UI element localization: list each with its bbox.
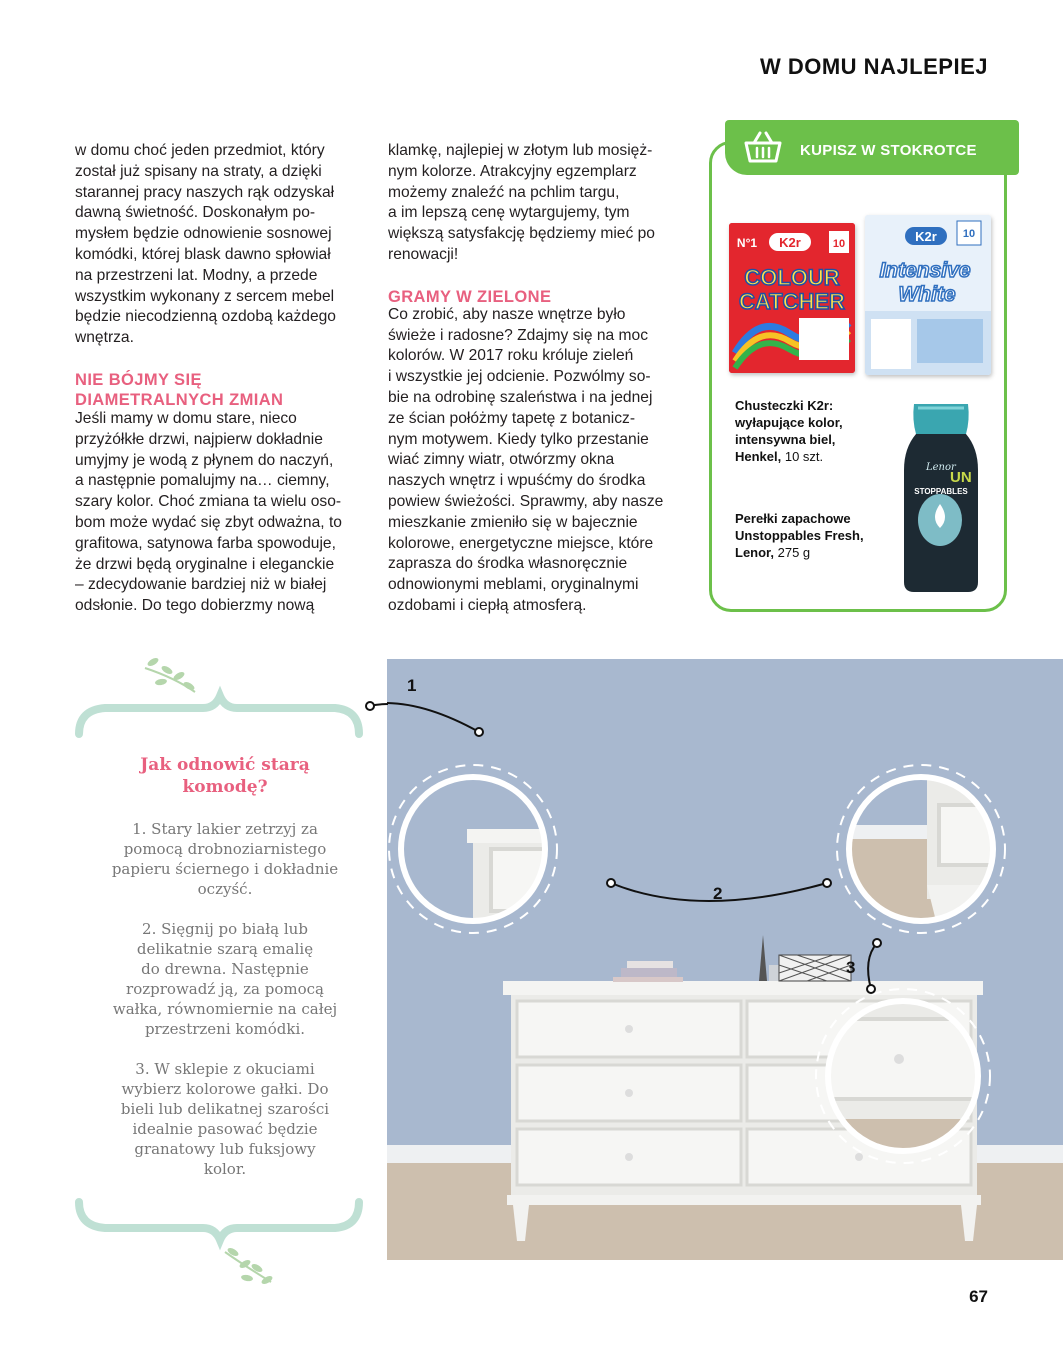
text-line: będzie niecodzienną ozdobą każdego [75, 308, 336, 326]
step-line: 1. Stary lakier zetrzyj za [132, 820, 318, 838]
text-line: komódki, której blask dawno spłowiał [75, 245, 331, 263]
step-line: kolor. [203, 1160, 247, 1178]
pack-brand: K2r [915, 229, 937, 244]
subheading-line: NIE BÓJMY SIĘ [75, 370, 202, 389]
product-caption-lenor [735, 510, 864, 561]
text-line: starannej pracy naszych rąk odzyskał [75, 183, 335, 201]
side-panel-title [78, 754, 372, 798]
pack-brand: K2r [779, 235, 801, 250]
column1-intro [75, 141, 365, 349]
column2-body [388, 305, 688, 617]
text-line: renowacji! [388, 245, 459, 263]
text-line: większą satysfakcję będziemy mieć po [388, 225, 655, 243]
step-line: rozprowadź ją, za pomocą [126, 980, 324, 998]
text-line: zaprasza do środka własnoręcznie [388, 555, 628, 573]
text-line: kolorów. W 2017 roku króluje zieleń [388, 347, 634, 365]
text-line: wiać zimny wiatr, otwórzmy okna [388, 451, 615, 469]
text-line: szary kolor. Choć zmiana ta wielu oso- [75, 493, 342, 511]
text-line: ozdobami i ciepłą atmosferą. [388, 596, 587, 614]
text-line: że drzwi będą oryginalne i eleganckie [75, 555, 335, 573]
step-line: pomocą drobnoziarnistego [123, 840, 327, 858]
text-line: ze ścian połóżmy tapetę z botanicz- [388, 409, 636, 427]
callout-label-1: 1 [407, 676, 417, 695]
step-line: wybierz kolorowe gałki. Do [121, 1080, 329, 1098]
text-line: odnowionymi meblami, oryginalnymi [388, 576, 639, 594]
bottle-line2: STOPPABLES [914, 487, 968, 496]
step-line: bieli lub delikatnej szarości [120, 1100, 330, 1118]
text-line: grafitowa, satynowa farba spowoduje, [75, 534, 336, 552]
text-line: kolorowe, energetyczne miejsce, które [388, 534, 654, 552]
caption-line: Chusteczki K2r: [735, 398, 834, 413]
caption-qty: 10 szt. [781, 449, 824, 464]
column1-body [75, 409, 365, 617]
text-line: przyżółkłe drzwi, najpierw dokładnie [75, 430, 323, 448]
text-line: Jeśli mamy w domu stare, nieco [75, 409, 297, 427]
text-line: umyjmy je wodą z płynem do naczyń, [75, 451, 334, 469]
callout-label-2: 2 [713, 884, 723, 903]
column2-intro [388, 141, 688, 266]
text-line: i wszystkie jej odcienie. Pozwólmy so- [388, 368, 651, 386]
pack-title-line2: White [898, 283, 956, 306]
pack-title-line2: CATCHER [739, 289, 845, 314]
callout-1-connector [364, 696, 390, 716]
step-line: 2. Sięgnij po białą lub [142, 920, 308, 938]
callout-label-3: 3 [846, 958, 856, 977]
step-line: oczyść. [197, 880, 253, 898]
bottle-line1: UN [950, 469, 972, 486]
top-swirl-ornament [75, 648, 365, 740]
page-number: 67 [969, 1287, 988, 1306]
step-line: 3. W sklepie z okuciami [135, 1060, 315, 1078]
subheading-diametral [75, 370, 365, 410]
caption-line: Perełki zapachowe [735, 511, 851, 526]
title-line: Jak odnowić starą [140, 755, 310, 775]
side-step-1 [90, 819, 360, 899]
title-line: komodę? [182, 777, 268, 797]
step-line: granatowy lub fuksjowy [134, 1140, 316, 1158]
text-line: a następnie pomalujmy na… ciemny, [75, 472, 330, 490]
side-step-3 [90, 1059, 360, 1179]
text-line: nym motywem. Kiedy tylko przestanie [388, 430, 649, 448]
colour-catcher-pack [729, 223, 855, 373]
text-line: na przestrzeni lat. Modny, a przede [75, 266, 318, 284]
text-line: został już spisany na straty, a dzięki [75, 162, 322, 180]
text-line: odsłonie. Do tego dobierzmy nową [75, 597, 315, 615]
step-line: idealnie pasować będzie [132, 1120, 318, 1138]
bottom-swirl-ornament [75, 1196, 365, 1296]
caption-brand: Henkel, [735, 449, 782, 464]
section-title: W DOMU NAJLEPIEJ [759, 54, 988, 79]
text-line: możemy znaleźć na pchlim targu, [388, 183, 620, 201]
bottle-brand: Lenor [926, 462, 956, 473]
colour-catcher-artwork [729, 223, 855, 373]
product-banner-label: KUPISZ W STOKROTCE [800, 142, 977, 159]
caption-brand: Lenor, [735, 545, 775, 560]
lenor-bottle [898, 400, 984, 596]
text-line: powiew świeżości. Sprawmy, aby nasze [388, 492, 664, 510]
text-line: wnętrza. [75, 329, 134, 347]
text-line: mysłem będzie odnowienie sosnowej [75, 225, 332, 243]
pack-count: 10 [832, 238, 846, 250]
pack-count: 10 [962, 228, 976, 240]
text-line: wszystkim wykonany z sercem mebel [75, 287, 335, 305]
caption-line: Unstoppables Fresh, [735, 528, 864, 543]
article-column-1 [75, 141, 365, 617]
text-line: dawną świetność. Doskonałym po- [75, 204, 316, 222]
step-line: papieru ściernego i dokładnie [111, 860, 339, 878]
step-line: delikatnie szarą emalię [136, 940, 314, 958]
intensive-white-pack [865, 215, 991, 375]
article-column-2 [388, 141, 688, 617]
dresser-photo [387, 659, 1063, 1260]
text-line: – zdecydowanie bardziej niż w białej [75, 576, 327, 594]
step-line: do drewna. Następnie [141, 960, 309, 978]
shopping-basket-icon [742, 129, 784, 167]
dresser-illustration [387, 659, 1063, 1260]
caption-line: wyłapujące kolor, [735, 415, 843, 430]
pack-title-line1: COLOUR [744, 265, 840, 290]
text-line: bie na odrobinę szaleństwa i na jednej [388, 388, 653, 406]
step-line: wałka, równomiernie na całej [112, 1000, 338, 1018]
pack-title-line1: Intensive [879, 259, 971, 282]
text-line: nym kolorze. Atrakcyjny egzemplarz [388, 162, 637, 180]
text-line: Co zrobić, aby nasze wnętrze było [388, 305, 626, 323]
intensive-white-artwork [865, 215, 991, 375]
text-line: w domu choć jeden przedmiot, który [75, 142, 325, 159]
text-line: mieszkanie zmieniło się w bajecznie [388, 513, 638, 531]
text-line: klamkę, najlepiej w złotym lub mosięż- [388, 142, 653, 159]
text-line: a im lepszą cenę wytargujemy, tym [388, 204, 630, 222]
product-caption-k2r [735, 397, 843, 465]
subheading-line: DIAMETRALNYCH ZMIAN [75, 390, 284, 409]
text-line: świeże i radosne? Zdajmy się na moc [388, 326, 649, 344]
caption-line: intensywna biel, [735, 432, 836, 447]
subheading-green: GRAMY W ZIELONE [388, 287, 552, 306]
side-step-2 [90, 919, 360, 1039]
text-line: naszych wnętrz i wpuśćmy do środka [388, 472, 646, 490]
step-line: przestrzeni komódki. [144, 1020, 306, 1038]
caption-qty: 275 g [774, 545, 811, 560]
pack-badge: N°1 [736, 236, 758, 250]
text-line: bom może wydać się zbyt odważna, to [75, 513, 342, 531]
